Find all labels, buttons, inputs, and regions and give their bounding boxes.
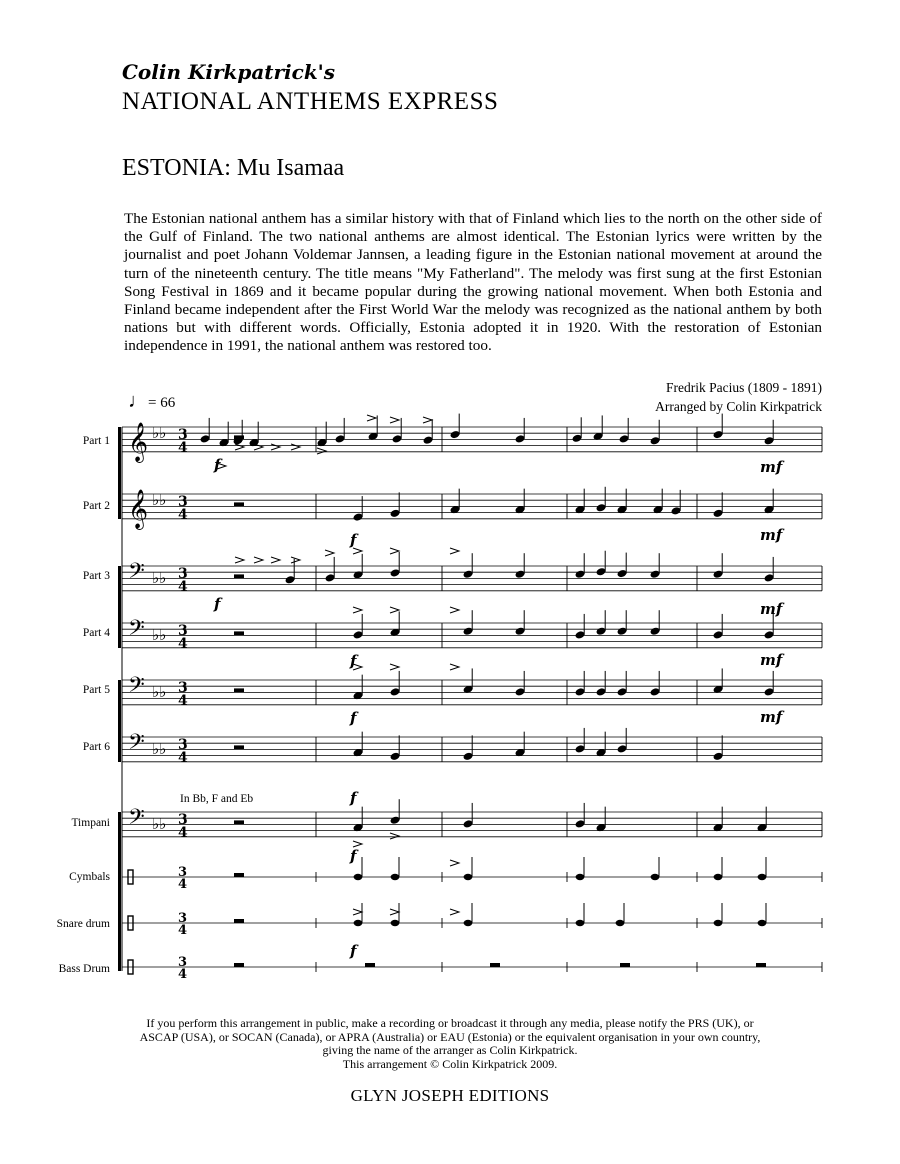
intro-paragraph: The Estonian national anthem has a similar history with that of Finland which lies to the north on the other side of the Gulf of Finland. The two national anthems are almost identical. The Estonian lyrics were written by the journalist and poet Johann Voldemar Jannsen, a leading figure in the Estonian national movement at around the turn of the nineteenth century. The title means "My Fatherland". The melody was first sung at the first Estonian Song Festival in 1869 and it became popular during the growing national movement. When both Estonia and Finland became independent after the First World War the melody was recognized as the national anthem by both nations but with different words. Officially, Estonia adopted it in 1920. With the restoration of Estonian independence in 1991, the national anthem was restored too. bbox=[124, 210, 822, 355]
series-title: NATIONAL ANTHEMS EXPRESS bbox=[122, 88, 499, 115]
dynamic-mf: mf bbox=[760, 600, 783, 618]
key-signature-flats: ♭♭ bbox=[152, 626, 167, 644]
whole-rest-icon bbox=[234, 873, 244, 877]
key-signature-flats: ♭♭ bbox=[152, 683, 167, 701]
system-bracket bbox=[118, 427, 121, 519]
accent-mark bbox=[353, 607, 362, 613]
accent-mark bbox=[367, 415, 376, 421]
percussion-note-head bbox=[714, 920, 723, 926]
time-signature-denominator: 4 bbox=[178, 923, 188, 938]
composer-credit: Fredrik Pacius (1809 - 1891) bbox=[666, 380, 822, 395]
time-signature-numerator: 3 bbox=[178, 865, 188, 880]
time-signature-numerator: 3 bbox=[178, 737, 188, 753]
part-label-3: Part 3 bbox=[82, 570, 110, 582]
whole-rest-icon bbox=[234, 688, 244, 692]
treble-clef-icon: 𝄞 bbox=[128, 489, 149, 529]
whole-rest-icon bbox=[234, 574, 244, 578]
part-label-1: Part 1 bbox=[82, 435, 110, 447]
treble-clef-icon: 𝄞 bbox=[128, 422, 149, 462]
dynamic-f: f bbox=[350, 942, 357, 960]
time-signature-numerator: 3 bbox=[178, 680, 188, 696]
whole-rest-icon bbox=[234, 919, 244, 923]
part-label-5: Part 5 bbox=[82, 684, 110, 696]
tempo-value: = 66 bbox=[148, 395, 176, 411]
percussion-note-head bbox=[464, 874, 473, 880]
whole-rest-icon bbox=[365, 963, 375, 967]
system-bracket bbox=[118, 566, 121, 648]
time-signature-denominator: 4 bbox=[178, 750, 188, 766]
accent-mark bbox=[353, 841, 362, 847]
dynamic-f: f bbox=[350, 709, 357, 727]
author-credit: Colin Kirkpatrick's bbox=[122, 60, 336, 84]
dynamic-f: f bbox=[350, 847, 357, 865]
percussion-note-head bbox=[391, 920, 400, 926]
whole-rest-icon bbox=[234, 502, 244, 506]
system-bracket bbox=[118, 812, 121, 971]
timpani-tuning-note: In Bb, F and Eb bbox=[180, 793, 254, 805]
percussion-note-head bbox=[576, 874, 585, 880]
bass-clef-icon: 𝄢 bbox=[128, 673, 145, 703]
part-label-bass-drum: Bass Drum bbox=[58, 963, 110, 975]
part-label-2: Part 2 bbox=[82, 500, 110, 512]
dynamic-mf: mf bbox=[760, 526, 783, 544]
part-label-timpani: Timpani bbox=[71, 817, 110, 829]
page-title: ESTONIA: Mu Isamaa bbox=[122, 155, 345, 181]
key-signature-flats: ♭♭ bbox=[152, 491, 167, 509]
time-signature-denominator: 4 bbox=[178, 693, 188, 709]
percussion-note-head bbox=[354, 920, 363, 926]
time-signature-numerator: 3 bbox=[178, 911, 188, 926]
system-bracket bbox=[118, 680, 121, 762]
whole-rest-icon bbox=[234, 820, 244, 824]
accent-mark bbox=[423, 417, 432, 423]
accent-mark bbox=[325, 550, 334, 556]
dynamic-mf: mf bbox=[760, 651, 783, 669]
bass-clef-icon: 𝄢 bbox=[128, 616, 145, 646]
accent-mark bbox=[450, 607, 459, 613]
key-signature-flats: ♭♭ bbox=[152, 740, 167, 758]
time-signature-denominator: 4 bbox=[178, 877, 188, 892]
accent-mark bbox=[291, 557, 300, 563]
dynamic-f: f bbox=[350, 652, 357, 670]
accent-mark bbox=[317, 448, 326, 454]
time-signature-denominator: 4 bbox=[178, 440, 188, 456]
accent-mark bbox=[450, 860, 459, 866]
time-signature-numerator: 3 bbox=[178, 955, 188, 970]
accent-mark bbox=[353, 548, 362, 554]
percussion-note-head bbox=[714, 874, 723, 880]
whole-rest-icon bbox=[756, 963, 766, 967]
bass-clef-icon: 𝄢 bbox=[128, 559, 145, 589]
dynamic-mf: mf bbox=[760, 458, 783, 476]
time-signature-numerator: 3 bbox=[178, 427, 188, 443]
dynamic-f: f bbox=[214, 456, 221, 474]
key-signature-flats: ♭♭ bbox=[152, 569, 167, 587]
accent-mark bbox=[390, 664, 399, 670]
part-label-4: Part 4 bbox=[82, 627, 110, 639]
accent-mark bbox=[235, 444, 244, 450]
quarter-note-icon: ♩ bbox=[128, 390, 148, 412]
part-label-snare: Snare drum bbox=[56, 918, 110, 930]
accent-mark bbox=[271, 557, 280, 563]
percussion-note-head bbox=[464, 920, 473, 926]
key-signature-flats: ♭♭ bbox=[152, 424, 167, 442]
accent-mark bbox=[390, 417, 399, 423]
accent-mark bbox=[353, 909, 362, 915]
percussion-note-head bbox=[616, 920, 625, 926]
time-signature-numerator: 3 bbox=[178, 566, 188, 582]
percussion-note-head bbox=[576, 920, 585, 926]
dynamic-f: f bbox=[350, 531, 357, 549]
time-signature-denominator: 4 bbox=[178, 825, 188, 841]
whole-rest-icon bbox=[234, 963, 244, 967]
bass-clef-icon: 𝄢 bbox=[128, 730, 145, 760]
part-label-6: Part 6 bbox=[82, 741, 110, 753]
key-signature-flats: ♭♭ bbox=[152, 815, 167, 833]
accent-mark bbox=[450, 909, 459, 915]
dynamic-f: f bbox=[350, 789, 357, 807]
percussion-note-head bbox=[758, 920, 767, 926]
whole-rest-icon bbox=[490, 963, 500, 967]
percussion-note-head bbox=[651, 874, 660, 880]
performance-notice: If you perform this arrangement in public, make a recording or broadcast it through any media, please notify the PRS (UK), or ASCAP (USA), or SOCAN (Canada), or APRA (Australia) or EAU (Estonia) or the equivalent organisation in your own country, giving the name of the arranger as Colin Kirkpatrick. bbox=[139, 1016, 761, 1057]
percussion-note-head bbox=[758, 874, 767, 880]
accent-mark bbox=[254, 444, 263, 450]
accent-mark bbox=[390, 833, 399, 839]
accent-mark bbox=[390, 607, 399, 613]
time-signature-denominator: 4 bbox=[178, 579, 188, 595]
time-signature-numerator: 3 bbox=[178, 623, 188, 639]
accent-mark bbox=[291, 444, 300, 450]
time-signature-denominator: 4 bbox=[178, 636, 188, 652]
percussion-note-head bbox=[391, 874, 400, 880]
percussion-note-head bbox=[354, 874, 363, 880]
publisher-name: GLYN JOSEPH EDITIONS bbox=[350, 1086, 550, 1105]
footer-notice bbox=[130, 1017, 770, 1071]
bass-clef-icon: 𝄢 bbox=[128, 805, 145, 835]
accent-mark bbox=[271, 444, 280, 450]
whole-rest-icon bbox=[234, 631, 244, 635]
accent-mark bbox=[254, 557, 263, 563]
accent-mark bbox=[450, 664, 459, 670]
arranger-credit: Arranged by Colin Kirkpatrick bbox=[655, 399, 822, 414]
time-signature-numerator: 3 bbox=[178, 494, 188, 510]
part-label-cymbals: Cymbals bbox=[69, 871, 110, 883]
whole-rest-icon bbox=[234, 745, 244, 749]
dynamic-f: f bbox=[214, 595, 221, 613]
copyright-line: This arrangement © Colin Kirkpatrick 2009. bbox=[342, 1056, 558, 1071]
accent-mark bbox=[235, 557, 244, 563]
whole-rest-icon bbox=[620, 963, 630, 967]
time-signature-numerator: 3 bbox=[178, 812, 188, 828]
time-signature-denominator: 4 bbox=[178, 967, 188, 982]
accent-mark bbox=[390, 548, 399, 554]
accent-mark bbox=[390, 909, 399, 915]
dynamic-mf: mf bbox=[760, 708, 783, 726]
time-signature-denominator: 4 bbox=[178, 507, 188, 523]
accent-mark bbox=[450, 548, 459, 554]
